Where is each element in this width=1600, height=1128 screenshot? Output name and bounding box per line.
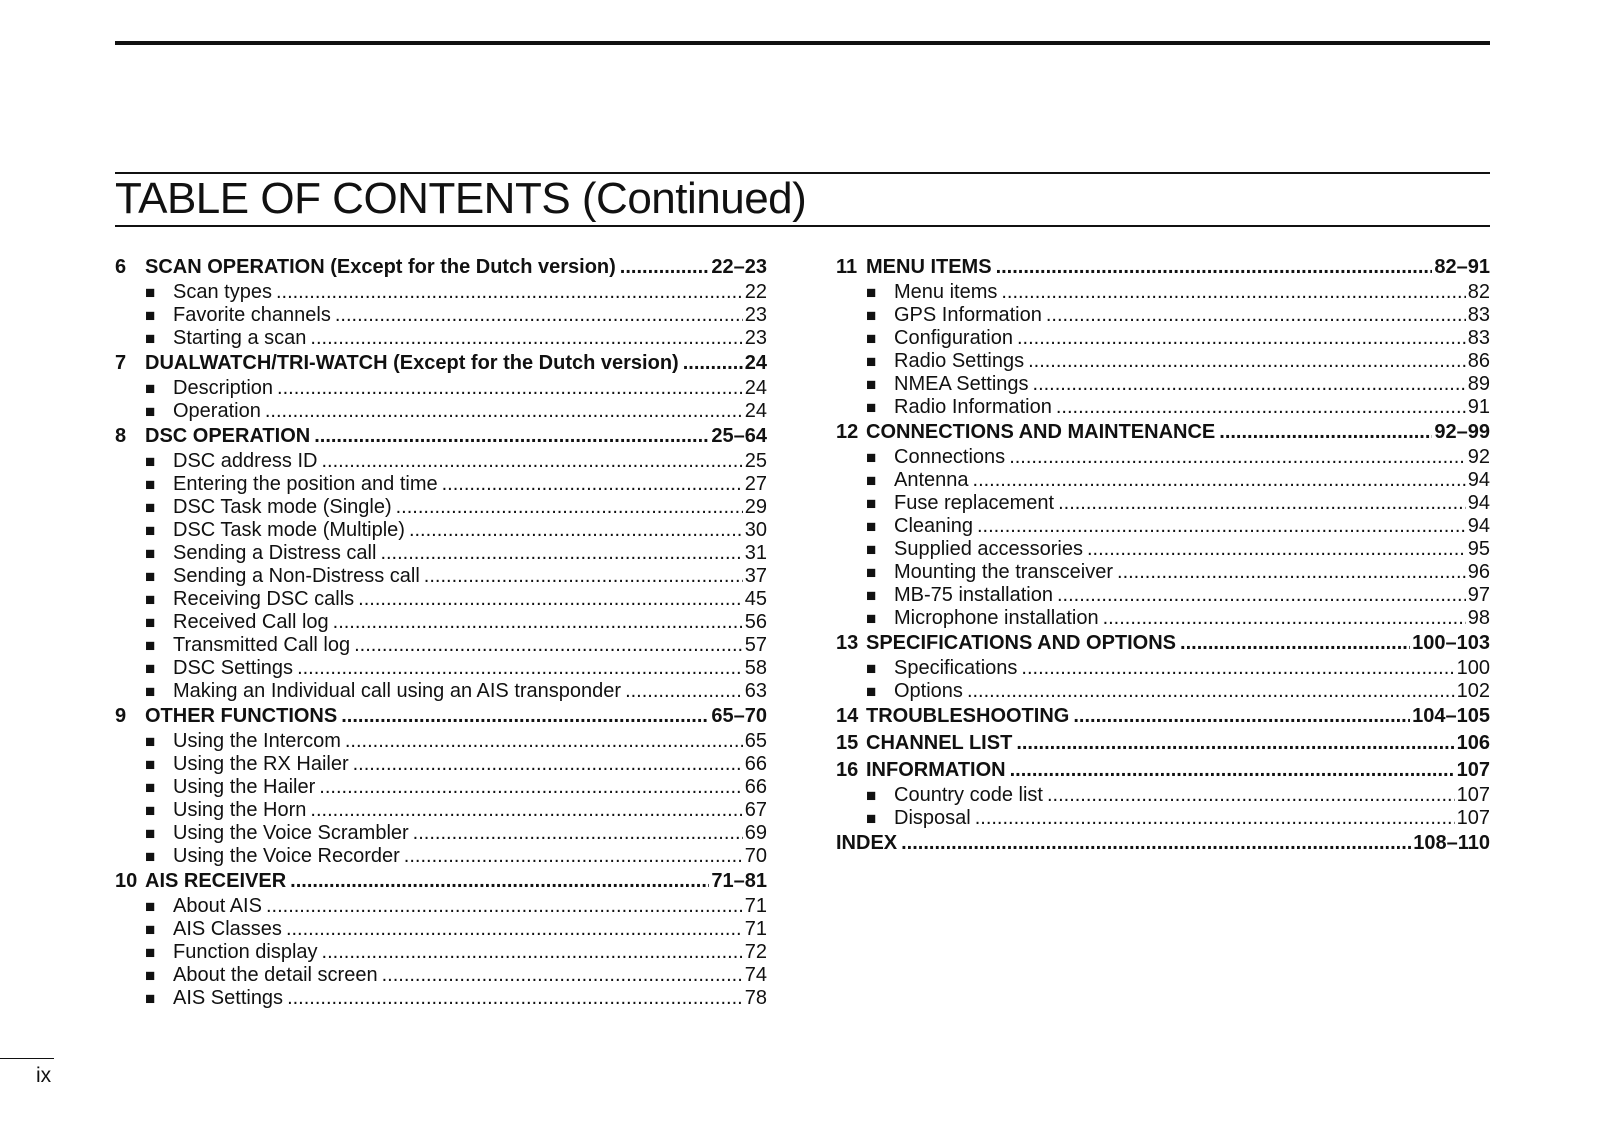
square-bullet-icon: ■ bbox=[145, 755, 156, 774]
square-bullet-icon: ■ bbox=[145, 283, 156, 302]
dot-leader bbox=[286, 918, 743, 941]
entry-label: Sending a Non-Distress call bbox=[173, 565, 420, 587]
dot-leader bbox=[322, 941, 743, 964]
square-bullet-icon: ■ bbox=[145, 544, 156, 563]
dot-leader bbox=[314, 423, 709, 450]
dot-leader bbox=[424, 565, 743, 588]
page-reference: 94 bbox=[1467, 492, 1490, 514]
toc-column-left bbox=[115, 254, 767, 1010]
square-bullet-icon: ■ bbox=[145, 847, 156, 866]
page-reference: 71 bbox=[744, 895, 767, 917]
chapter-number: 13 bbox=[836, 632, 859, 654]
entry-label: Description bbox=[173, 377, 274, 399]
square-bullet-icon: ■ bbox=[145, 590, 156, 609]
page-reference: 69 bbox=[744, 822, 767, 844]
toc-item-entry[interactable] bbox=[115, 496, 767, 519]
page-reference: 37 bbox=[744, 565, 767, 587]
dot-leader bbox=[967, 680, 1455, 703]
entry-label: DSC Task mode (Single) bbox=[173, 496, 392, 518]
page-reference: 83 bbox=[1467, 327, 1490, 349]
toc-item-entry[interactable] bbox=[836, 446, 1490, 469]
square-bullet-icon: ■ bbox=[866, 586, 877, 605]
page-reference: 24 bbox=[744, 400, 767, 422]
square-bullet-icon: ■ bbox=[145, 379, 156, 398]
square-bullet-icon: ■ bbox=[866, 517, 877, 536]
square-bullet-icon: ■ bbox=[866, 329, 877, 348]
dot-leader bbox=[358, 588, 743, 611]
entry-label: TROUBLESHOOTING bbox=[866, 705, 1070, 727]
toc-item-entry[interactable] bbox=[836, 680, 1490, 703]
entry-label: Received Call log bbox=[173, 611, 329, 633]
square-bullet-icon: ■ bbox=[145, 475, 156, 494]
dot-leader bbox=[1017, 327, 1466, 350]
page-reference: 104–105 bbox=[1412, 705, 1490, 727]
entry-label: Favorite channels bbox=[173, 304, 331, 326]
page-reference: 23 bbox=[744, 304, 767, 326]
entry-label: INDEX bbox=[836, 832, 898, 854]
dot-leader bbox=[1103, 607, 1466, 630]
page-reference: 22 bbox=[744, 281, 767, 303]
toc-item-entry[interactable] bbox=[115, 730, 767, 753]
page-reference: 97 bbox=[1467, 584, 1490, 606]
dot-leader bbox=[683, 350, 743, 377]
page-reference: 24 bbox=[744, 352, 767, 374]
entry-label: AIS Settings bbox=[173, 987, 284, 1009]
chapter-number: 7 bbox=[115, 352, 127, 374]
dot-leader bbox=[1047, 784, 1455, 807]
square-bullet-icon: ■ bbox=[145, 989, 156, 1008]
entry-label: Menu items bbox=[894, 281, 998, 303]
square-bullet-icon: ■ bbox=[145, 636, 156, 655]
dot-leader bbox=[1009, 446, 1466, 469]
page-reference: 29 bbox=[744, 496, 767, 518]
chapter-number: 14 bbox=[836, 705, 859, 727]
toc-chapter-entry[interactable] bbox=[836, 703, 1490, 730]
square-bullet-icon: ■ bbox=[145, 682, 156, 701]
dot-leader bbox=[1028, 350, 1466, 373]
toc-item-entry[interactable] bbox=[115, 327, 767, 350]
page-reference: 66 bbox=[744, 753, 767, 775]
page-reference: 65–70 bbox=[711, 705, 767, 727]
page-reference: 70 bbox=[744, 845, 767, 867]
entry-label: Using the Hailer bbox=[173, 776, 316, 798]
square-bullet-icon: ■ bbox=[866, 471, 877, 490]
entry-label: About the detail screen bbox=[173, 964, 378, 986]
page-reference: 89 bbox=[1467, 373, 1490, 395]
page-reference: 108–110 bbox=[1413, 832, 1490, 854]
entry-label: DSC address ID bbox=[173, 450, 318, 472]
square-bullet-icon: ■ bbox=[145, 732, 156, 751]
toc-chapter-entry[interactable] bbox=[115, 868, 767, 895]
entry-label: Using the Voice Recorder bbox=[173, 845, 400, 867]
page-reference: 67 bbox=[744, 799, 767, 821]
entry-label: Making an Individual call using an AIS transponder bbox=[173, 680, 622, 702]
dot-leader bbox=[380, 542, 742, 565]
dot-leader bbox=[297, 657, 743, 680]
toc-item-entry[interactable] bbox=[115, 611, 767, 634]
entry-label: Configuration bbox=[894, 327, 1013, 349]
toc-item-entry[interactable] bbox=[836, 281, 1490, 304]
page-reference: 45 bbox=[744, 588, 767, 610]
entry-label: Mounting the transceiver bbox=[894, 561, 1114, 583]
page-reference: 63 bbox=[744, 680, 767, 702]
entry-label: Receiving DSC calls bbox=[173, 588, 355, 610]
entry-label: About AIS bbox=[173, 895, 262, 917]
toc-item-entry[interactable] bbox=[115, 964, 767, 987]
dot-leader bbox=[1117, 561, 1466, 584]
page-reference: 94 bbox=[1467, 469, 1490, 491]
square-bullet-icon: ■ bbox=[866, 448, 877, 467]
dot-leader bbox=[1073, 703, 1410, 730]
page-reference: 83 bbox=[1467, 304, 1490, 326]
entry-label: Operation bbox=[173, 400, 261, 422]
toc-item-entry[interactable] bbox=[115, 634, 767, 657]
entry-label: Using the Intercom bbox=[173, 730, 341, 752]
page-reference: 95 bbox=[1467, 538, 1490, 560]
chapter-number: 6 bbox=[115, 256, 127, 278]
page-reference: 72 bbox=[744, 941, 767, 963]
toc-item-entry[interactable] bbox=[836, 515, 1490, 538]
dot-leader bbox=[404, 845, 743, 868]
entry-label: Specifications bbox=[894, 657, 1018, 679]
dot-leader bbox=[277, 377, 743, 400]
toc-item-entry[interactable] bbox=[115, 895, 767, 918]
page-reference: 100 bbox=[1456, 657, 1490, 679]
page-reference: 24 bbox=[744, 377, 767, 399]
page-reference: 22–23 bbox=[711, 256, 767, 278]
toc-item-entry[interactable] bbox=[836, 492, 1490, 515]
toc-item-entry[interactable] bbox=[115, 377, 767, 400]
square-bullet-icon: ■ bbox=[145, 521, 156, 540]
page-reference: 30 bbox=[744, 519, 767, 541]
toc-column-right bbox=[836, 254, 1490, 857]
toc-item-entry[interactable] bbox=[836, 373, 1490, 396]
chapter-number: 15 bbox=[836, 732, 859, 754]
dot-leader bbox=[333, 611, 743, 634]
entry-label: CHANNEL LIST bbox=[866, 732, 1013, 754]
page-reference: 96 bbox=[1467, 561, 1490, 583]
square-bullet-icon: ■ bbox=[866, 398, 877, 417]
toc-item-entry[interactable] bbox=[115, 799, 767, 822]
dot-leader bbox=[1087, 538, 1466, 561]
toc-item-entry[interactable] bbox=[115, 680, 767, 703]
page-reference: 94 bbox=[1467, 515, 1490, 537]
dot-leader bbox=[1056, 396, 1466, 419]
entry-label: Sending a Distress call bbox=[173, 542, 377, 564]
toc-item-entry[interactable] bbox=[115, 941, 767, 964]
toc-item-entry[interactable] bbox=[115, 588, 767, 611]
page-reference: 82 bbox=[1467, 281, 1490, 303]
entry-label: Cleaning bbox=[894, 515, 973, 537]
dot-leader bbox=[276, 281, 743, 304]
page-title: TABLE OF CONTENTS (Continued) bbox=[115, 174, 807, 223]
entry-label: DSC Settings bbox=[173, 657, 294, 679]
entry-label: Using the Horn bbox=[173, 799, 307, 821]
toc-item-entry[interactable] bbox=[115, 400, 767, 423]
toc-chapter-entry[interactable] bbox=[115, 703, 767, 730]
square-bullet-icon: ■ bbox=[866, 283, 877, 302]
toc-item-entry[interactable] bbox=[836, 561, 1490, 584]
chapter-number: 16 bbox=[836, 759, 859, 781]
page-reference: 65 bbox=[744, 730, 767, 752]
toc-item-entry[interactable] bbox=[115, 657, 767, 680]
entry-label: SCAN OPERATION (Except for the Dutch version) bbox=[145, 256, 616, 278]
toc-item-entry[interactable] bbox=[836, 657, 1490, 680]
entry-label: Transmitted Call log bbox=[173, 634, 351, 656]
dot-leader bbox=[354, 634, 743, 657]
toc-item-entry[interactable] bbox=[836, 784, 1490, 807]
dot-leader bbox=[290, 868, 709, 895]
toc-item-entry[interactable] bbox=[115, 918, 767, 941]
footer-rule bbox=[0, 1058, 54, 1059]
toc-item-entry[interactable] bbox=[115, 987, 767, 1010]
entry-label: Using the RX Hailer bbox=[173, 753, 349, 775]
entry-label: Starting a scan bbox=[173, 327, 307, 349]
entry-label: Supplied accessories bbox=[894, 538, 1083, 560]
dot-leader bbox=[319, 776, 742, 799]
square-bullet-icon: ■ bbox=[145, 659, 156, 678]
square-bullet-icon: ■ bbox=[866, 659, 877, 678]
dot-leader bbox=[1058, 492, 1466, 515]
toc-item-entry[interactable] bbox=[836, 807, 1490, 830]
dot-leader bbox=[1046, 304, 1466, 327]
dot-leader bbox=[1021, 657, 1454, 680]
page-reference: 98 bbox=[1467, 607, 1490, 629]
page-reference: 91 bbox=[1467, 396, 1490, 418]
toc-item-entry[interactable] bbox=[115, 776, 767, 799]
dot-leader bbox=[1010, 757, 1455, 784]
entry-label: CONNECTIONS AND MAINTENANCE bbox=[866, 421, 1216, 443]
dot-leader bbox=[413, 822, 743, 845]
dot-leader bbox=[977, 515, 1466, 538]
dot-leader bbox=[266, 895, 743, 918]
entry-label: DSC Task mode (Multiple) bbox=[173, 519, 405, 541]
dot-leader bbox=[1033, 373, 1466, 396]
page-reference: 74 bbox=[744, 964, 767, 986]
square-bullet-icon: ■ bbox=[145, 329, 156, 348]
dot-leader bbox=[310, 799, 742, 822]
square-bullet-icon: ■ bbox=[145, 778, 156, 797]
toc-item-entry[interactable] bbox=[115, 822, 767, 845]
dot-leader bbox=[341, 703, 709, 730]
top-rule bbox=[115, 41, 1490, 45]
entry-label: GPS Information bbox=[894, 304, 1042, 326]
chapter-number: 11 bbox=[836, 256, 858, 278]
entry-label: Using the Voice Scrambler bbox=[173, 822, 409, 844]
page-reference: 107 bbox=[1456, 784, 1490, 806]
dot-leader bbox=[1057, 584, 1466, 607]
toc-chapter-entry[interactable] bbox=[115, 350, 767, 377]
page-reference: 23 bbox=[744, 327, 767, 349]
entry-label: INFORMATION bbox=[866, 759, 1006, 781]
entry-label: Options bbox=[894, 680, 963, 702]
entry-label: Fuse replacement bbox=[894, 492, 1055, 514]
page-reference: 27 bbox=[744, 473, 767, 495]
entry-label: OTHER FUNCTIONS bbox=[145, 705, 338, 727]
toc-chapter-entry[interactable] bbox=[836, 830, 1490, 857]
chapter-number: 9 bbox=[115, 705, 127, 727]
entry-label: MENU ITEMS bbox=[866, 256, 992, 278]
toc-chapter-entry[interactable] bbox=[836, 730, 1490, 757]
dot-leader bbox=[265, 400, 743, 423]
title-rule-bottom bbox=[115, 225, 1490, 227]
entry-label: Function display bbox=[173, 941, 318, 963]
page-reference: 25 bbox=[744, 450, 767, 472]
square-bullet-icon: ■ bbox=[866, 786, 877, 805]
page-reference: 82–91 bbox=[1434, 256, 1490, 278]
square-bullet-icon: ■ bbox=[145, 567, 156, 586]
square-bullet-icon: ■ bbox=[145, 824, 156, 843]
toc-item-entry[interactable] bbox=[115, 565, 767, 588]
square-bullet-icon: ■ bbox=[145, 897, 156, 916]
page-reference: 86 bbox=[1467, 350, 1490, 372]
page-reference: 100–103 bbox=[1412, 632, 1490, 654]
page-reference: 106 bbox=[1456, 732, 1490, 754]
page-reference: 92–99 bbox=[1434, 421, 1490, 443]
dot-leader bbox=[353, 753, 743, 776]
entry-label: Entering the position and time bbox=[173, 473, 438, 495]
entry-label: AIS Classes bbox=[173, 918, 282, 940]
toc-chapter-entry[interactable] bbox=[115, 423, 767, 450]
entry-label: Radio Settings bbox=[894, 350, 1025, 372]
dot-leader bbox=[382, 964, 743, 987]
entry-label: SPECIFICATIONS AND OPTIONS bbox=[866, 632, 1177, 654]
dot-leader bbox=[409, 519, 743, 542]
page-reference: 56 bbox=[744, 611, 767, 633]
toc-item-entry[interactable] bbox=[115, 753, 767, 776]
square-bullet-icon: ■ bbox=[145, 402, 156, 421]
page-reference: 66 bbox=[744, 776, 767, 798]
dot-leader bbox=[442, 473, 743, 496]
page-reference: 78 bbox=[744, 987, 767, 1009]
square-bullet-icon: ■ bbox=[145, 498, 156, 517]
entry-label: DSC OPERATION bbox=[145, 425, 311, 447]
toc-item-entry[interactable] bbox=[115, 450, 767, 473]
page-reference: 25–64 bbox=[711, 425, 767, 447]
square-bullet-icon: ■ bbox=[145, 452, 156, 471]
page-reference: 107 bbox=[1456, 759, 1490, 781]
dot-leader bbox=[287, 987, 743, 1010]
toc-chapter-entry[interactable] bbox=[836, 419, 1490, 446]
square-bullet-icon: ■ bbox=[866, 352, 877, 371]
toc-item-entry[interactable] bbox=[836, 607, 1490, 630]
dot-leader bbox=[345, 730, 743, 753]
toc-item-entry[interactable] bbox=[836, 584, 1490, 607]
page-reference: 71 bbox=[744, 918, 767, 940]
square-bullet-icon: ■ bbox=[145, 943, 156, 962]
entry-label: AIS RECEIVER bbox=[145, 870, 287, 892]
dot-leader bbox=[901, 830, 1411, 857]
square-bullet-icon: ■ bbox=[145, 966, 156, 985]
toc-item-entry[interactable] bbox=[836, 327, 1490, 350]
page-reference: 31 bbox=[744, 542, 767, 564]
square-bullet-icon: ■ bbox=[866, 375, 877, 394]
square-bullet-icon: ■ bbox=[866, 809, 877, 828]
toc-chapter-entry[interactable] bbox=[836, 757, 1490, 784]
entry-label: MB-75 installation bbox=[894, 584, 1053, 606]
dot-leader bbox=[1001, 281, 1465, 304]
square-bullet-icon: ■ bbox=[866, 609, 877, 628]
toc-item-entry[interactable] bbox=[836, 350, 1490, 373]
toc-item-entry[interactable] bbox=[115, 473, 767, 496]
toc-item-entry[interactable] bbox=[115, 845, 767, 868]
entry-label: Country code list bbox=[894, 784, 1043, 806]
toc-item-entry[interactable] bbox=[115, 519, 767, 542]
toc-chapter-entry[interactable] bbox=[836, 254, 1490, 281]
square-bullet-icon: ■ bbox=[145, 920, 156, 939]
dot-leader bbox=[1180, 630, 1410, 657]
toc-item-entry[interactable] bbox=[115, 542, 767, 565]
square-bullet-icon: ■ bbox=[145, 801, 156, 820]
square-bullet-icon: ■ bbox=[145, 613, 156, 632]
page-reference: 92 bbox=[1467, 446, 1490, 468]
toc-item-entry[interactable] bbox=[115, 281, 767, 304]
dot-leader bbox=[1016, 730, 1454, 757]
toc-item-entry[interactable] bbox=[836, 538, 1490, 561]
dot-leader bbox=[973, 469, 1466, 492]
dot-leader bbox=[975, 807, 1455, 830]
entry-label: DUALWATCH/TRI-WATCH (Except for the Dutch version) bbox=[145, 352, 679, 374]
toc-chapter-entry[interactable] bbox=[115, 254, 767, 281]
dot-leader bbox=[310, 327, 742, 350]
entry-label: Radio Information bbox=[894, 396, 1052, 418]
toc-chapter-entry[interactable] bbox=[836, 630, 1490, 657]
square-bullet-icon: ■ bbox=[866, 494, 877, 513]
entry-label: NMEA Settings bbox=[894, 373, 1029, 395]
chapter-number: 10 bbox=[115, 870, 138, 892]
dot-leader bbox=[335, 304, 743, 327]
page-reference: 102 bbox=[1456, 680, 1490, 702]
chapter-number: 12 bbox=[836, 421, 859, 443]
toc-item-entry[interactable] bbox=[836, 469, 1490, 492]
square-bullet-icon: ■ bbox=[866, 306, 877, 325]
square-bullet-icon: ■ bbox=[866, 540, 877, 559]
entry-label: Disposal bbox=[894, 807, 971, 829]
page-number: ix bbox=[36, 1064, 52, 1087]
square-bullet-icon: ■ bbox=[145, 306, 156, 325]
square-bullet-icon: ■ bbox=[866, 563, 877, 582]
dot-leader bbox=[620, 254, 710, 281]
square-bullet-icon: ■ bbox=[866, 682, 877, 701]
dot-leader bbox=[322, 450, 743, 473]
dot-leader bbox=[396, 496, 743, 519]
toc-item-entry[interactable] bbox=[115, 304, 767, 327]
entry-label: Connections bbox=[894, 446, 1006, 468]
page-reference: 71–81 bbox=[711, 870, 767, 892]
chapter-number: 8 bbox=[115, 425, 127, 447]
dot-leader bbox=[625, 680, 743, 703]
dot-leader bbox=[996, 254, 1433, 281]
page-reference: 57 bbox=[744, 634, 767, 656]
toc-item-entry[interactable] bbox=[836, 396, 1490, 419]
entry-label: Antenna bbox=[894, 469, 969, 491]
entry-label: Scan types bbox=[173, 281, 272, 303]
toc-item-entry[interactable] bbox=[836, 304, 1490, 327]
page-reference: 58 bbox=[744, 657, 767, 679]
entry-label: Microphone installation bbox=[894, 607, 1099, 629]
dot-leader bbox=[1219, 419, 1432, 446]
page-reference: 107 bbox=[1456, 807, 1490, 829]
